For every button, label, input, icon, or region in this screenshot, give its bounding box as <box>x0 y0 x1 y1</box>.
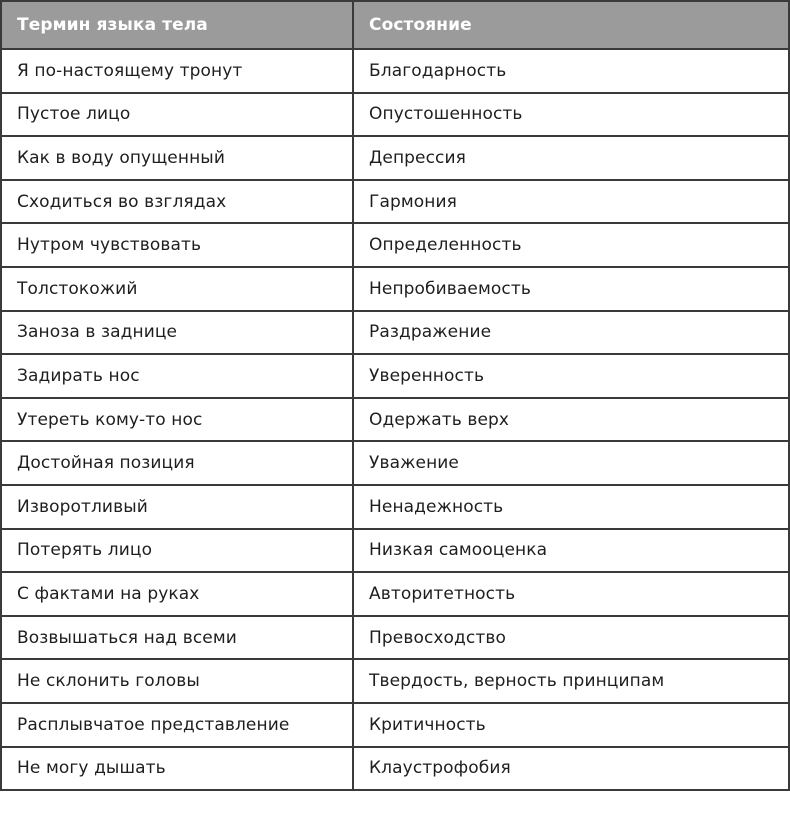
table-row <box>1 267 789 311</box>
table-row <box>1 485 789 529</box>
state-cell: Опустошенность <box>353 93 789 137</box>
table-row <box>1 529 789 573</box>
term-cell: Как в воду опущенный <box>1 136 353 180</box>
term-cell: Не склонить головы <box>1 659 353 703</box>
state-cell: Критичность <box>353 703 789 747</box>
term-cell: Изворотливый <box>1 485 353 529</box>
state-cell: Непробиваемость <box>353 267 789 311</box>
column-header-state: Состояние <box>353 1 789 49</box>
state-cell: Клаустрофобия <box>353 747 789 791</box>
state-cell: Благодарность <box>353 49 789 93</box>
term-cell: Расплывчатое представление <box>1 703 353 747</box>
state-cell: Уважение <box>353 441 789 485</box>
state-cell: Раздражение <box>353 311 789 355</box>
table-row <box>1 311 789 355</box>
term-cell: Достойная позиция <box>1 441 353 485</box>
state-cell: Превосходство <box>353 616 789 660</box>
table-row <box>1 354 789 398</box>
table-row <box>1 136 789 180</box>
table-row <box>1 572 789 616</box>
state-cell: Гармония <box>353 180 789 224</box>
state-cell: Низкая самооценка <box>353 529 789 573</box>
term-cell: Заноза в заднице <box>1 311 353 355</box>
table-row <box>1 180 789 224</box>
term-cell: Пустое лицо <box>1 93 353 137</box>
term-cell: Толстокожий <box>1 267 353 311</box>
table-row <box>1 93 789 137</box>
state-cell: Одержать верх <box>353 398 789 442</box>
state-cell: Твердость, верность принципам <box>353 659 789 703</box>
term-cell: Нутром чувствовать <box>1 223 353 267</box>
term-cell: Потерять лицо <box>1 529 353 573</box>
table-row <box>1 703 789 747</box>
table-row <box>1 659 789 703</box>
state-cell: Уверенность <box>353 354 789 398</box>
term-cell: С фактами на руках <box>1 572 353 616</box>
state-cell: Депрессия <box>353 136 789 180</box>
table-row <box>1 441 789 485</box>
table-body <box>1 49 789 790</box>
table-header-row <box>1 1 789 49</box>
state-cell: Ненадежность <box>353 485 789 529</box>
state-cell: Авторитетность <box>353 572 789 616</box>
table-row <box>1 223 789 267</box>
table-row <box>1 49 789 93</box>
term-cell: Не могу дышать <box>1 747 353 791</box>
column-header-term: Термин языка тела <box>1 1 353 49</box>
term-cell: Утереть кому-то нос <box>1 398 353 442</box>
term-cell: Сходиться во взглядах <box>1 180 353 224</box>
table-row <box>1 616 789 660</box>
state-cell: Определенность <box>353 223 789 267</box>
table-row <box>1 398 789 442</box>
term-cell: Я по-настоящему тронут <box>1 49 353 93</box>
term-cell: Возвышаться над всеми <box>1 616 353 660</box>
table-row <box>1 747 789 791</box>
term-cell: Задирать нос <box>1 354 353 398</box>
